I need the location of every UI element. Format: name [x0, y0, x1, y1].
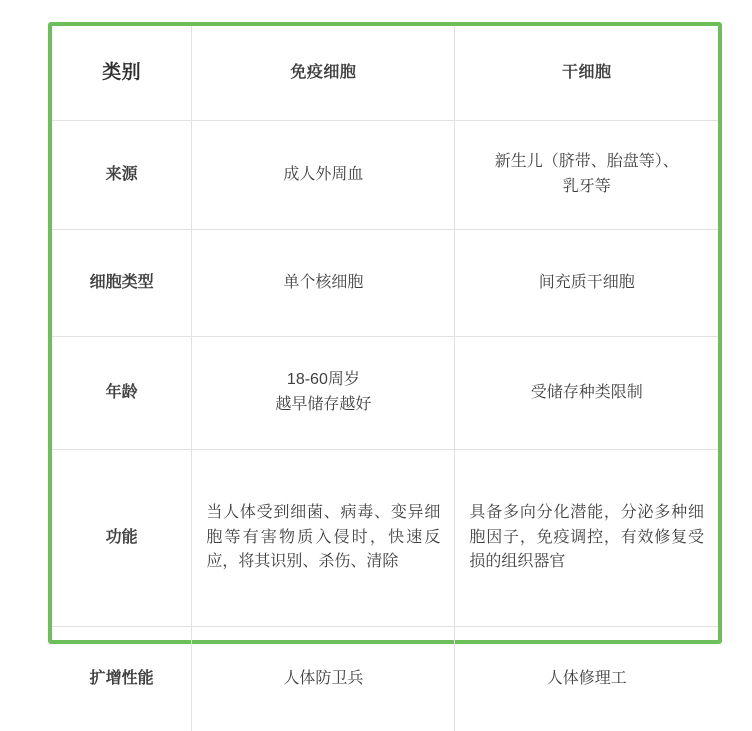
- row-label-function: 功能: [52, 450, 192, 627]
- column-header-category: 类别: [52, 26, 192, 121]
- row-label-age: 年龄: [52, 337, 192, 450]
- row-label-source: 来源: [52, 121, 192, 230]
- cell-source-stem-line-1: 新生儿（脐带、胎盘等）、: [469, 150, 704, 175]
- row-label-expansion-performance: 扩增性能: [52, 627, 192, 731]
- row-label-cell-type: 细胞类型: [52, 230, 192, 337]
- table-row: [52, 337, 718, 450]
- column-header-immune-cells: 免疫细胞: [192, 26, 455, 121]
- cell-type-stem: 间充质干细胞: [455, 230, 718, 337]
- cell-age-immune-line-2: 越早储存越好: [206, 393, 440, 418]
- cell-function-immune: 当人体受到细菌、病毒、变异细胞等有害物质入侵时，快速反应，将其识别、杀伤、清除: [192, 450, 455, 627]
- table-row: [52, 627, 718, 731]
- cell-source-immune: 成人外周血: [192, 121, 455, 230]
- table-row: [52, 450, 718, 627]
- column-header-stem-cells: 干细胞: [455, 26, 718, 121]
- cell-age-stem: 受储存种类限制: [455, 337, 718, 450]
- table-row: [52, 121, 718, 230]
- table-row: [52, 230, 718, 337]
- cell-performance-stem: 人体修理工: [455, 627, 718, 731]
- cell-age-immune-line-1: 18-60周岁: [206, 368, 440, 393]
- table-header-row: [52, 26, 718, 121]
- comparison-table-frame: [48, 22, 722, 644]
- cell-age-immune: [192, 337, 455, 450]
- cell-function-stem: 具备多向分化潜能，分泌多种细胞因子，免疫调控，有效修复受损的组织器官: [455, 450, 718, 627]
- cell-source-stem: [455, 121, 718, 230]
- cell-performance-immune: 人体防卫兵: [192, 627, 455, 731]
- cell-source-stem-line-2: 乳牙等: [469, 175, 704, 200]
- cell-type-immune: 单个核细胞: [192, 230, 455, 337]
- comparison-table: [52, 26, 718, 731]
